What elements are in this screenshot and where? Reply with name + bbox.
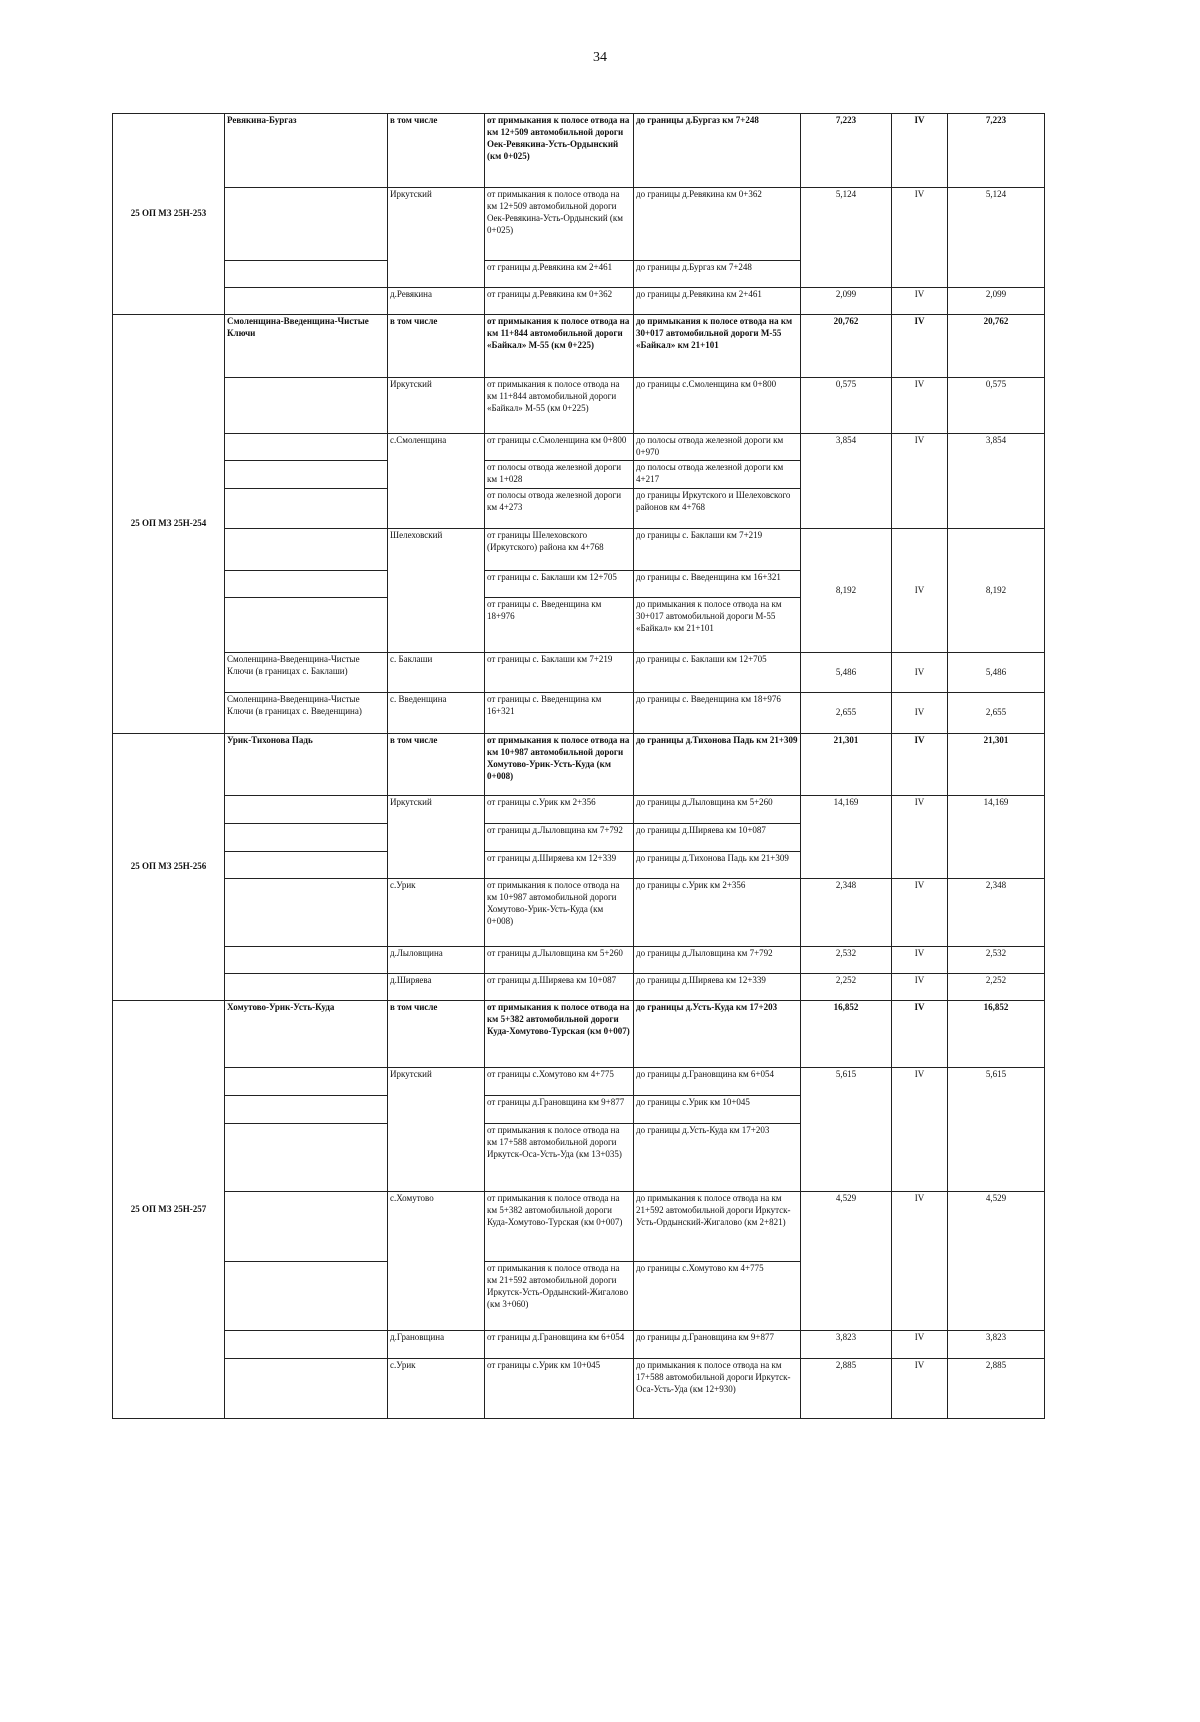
- length-cell: 2,532: [801, 947, 892, 974]
- total-cell: 0,575: [948, 378, 1045, 434]
- district-cell: с.Хомутово: [388, 1192, 485, 1331]
- road-name-cell: [225, 824, 388, 852]
- road-name-cell: [225, 1192, 388, 1262]
- total-cell: 5,615: [948, 1068, 1045, 1192]
- length-cell: 14,169: [801, 796, 892, 879]
- to-cell: до примыкания к полосе отвода на км 30+017 автомобильной дороги М-55 «Байкал» км 21+101: [634, 598, 801, 653]
- road-name-cell: [225, 434, 388, 461]
- to-cell: до границы д.Бургаз км 7+248: [634, 261, 801, 288]
- to-cell: до примыкания к полосе отвода на км 21+592 автомобильной дороги Иркутск-Усть-Ордынский-Жигалово (км 2+821): [634, 1192, 801, 1262]
- road-code-cell: 25 ОП МЗ 25Н-257: [113, 1001, 225, 1419]
- from-cell: от примыкания к полосе отвода на км 10+987 автомобильной дороги Хомутово-Урик-Усть-Куда (км 0+008): [485, 879, 634, 947]
- length-cell: 7,223: [801, 114, 892, 188]
- from-cell: от границы д.Ревякина км 0+362: [485, 288, 634, 315]
- from-cell: от примыкания к полосе отвода на км 12+509 автомобильной дороги Оек-Ревякина-Усть-Ордынский (км 0+025): [485, 114, 634, 188]
- table-row: [113, 1001, 1045, 1068]
- district-cell: в том числе: [388, 114, 485, 188]
- length-cell: 2,885: [801, 1359, 892, 1419]
- total-cell: 2,252: [948, 974, 1045, 1001]
- district-cell: с.Урик: [388, 1359, 485, 1419]
- from-cell: от границы с.Смоленщина км 0+800: [485, 434, 634, 461]
- total-cell: 5,486: [948, 653, 1045, 693]
- road-name-cell: Смоленщина-Введенщина-Чистые Ключи: [225, 315, 388, 378]
- district-cell: с.Урик: [388, 879, 485, 947]
- district-cell: Иркутский: [388, 1068, 485, 1192]
- from-cell: от границы с.Урик км 2+356: [485, 796, 634, 824]
- length-cell: 20,762: [801, 315, 892, 378]
- table-row: [113, 796, 1045, 824]
- district-cell: с.Смоленщина: [388, 434, 485, 529]
- road-name-cell: [225, 598, 388, 653]
- road-name-cell: Смоленщина-Введенщина-Чистые Ключи (в границах с. Введенщина): [225, 693, 388, 734]
- category-cell: IV: [892, 974, 948, 1001]
- from-cell: от примыкания к полосе отвода на км 5+382 автомобильной дороги Куда-Хомутово-Турская (км 0+007): [485, 1192, 634, 1262]
- category-cell: IV: [892, 1068, 948, 1192]
- to-cell: до границы д.Ревякина км 0+362: [634, 188, 801, 261]
- from-cell: от границы с. Введенщина км 18+976: [485, 598, 634, 653]
- to-cell: до границы д.Ширяева км 10+087: [634, 824, 801, 852]
- from-cell: от границы с. Баклаши км 7+219: [485, 653, 634, 693]
- length-cell: 5,615: [801, 1068, 892, 1192]
- table-row: [113, 879, 1045, 947]
- district-cell: д.Лыловщина: [388, 947, 485, 974]
- total-cell: 3,854: [948, 434, 1045, 529]
- category-cell: IV: [892, 1331, 948, 1359]
- length-cell: 16,852: [801, 1001, 892, 1068]
- road-name-cell: [225, 378, 388, 434]
- road-name-cell: [225, 1124, 388, 1192]
- length-cell: 2,655: [801, 693, 892, 734]
- table-row: [113, 288, 1045, 315]
- length-cell: 2,252: [801, 974, 892, 1001]
- category-cell: IV: [892, 1359, 948, 1419]
- to-cell: до границы д.Тихонова Падь км 21+309: [634, 852, 801, 879]
- district-cell: в том числе: [388, 315, 485, 378]
- road-name-cell: [225, 188, 388, 261]
- to-cell: до границы д.Усть-Куда км 17+203: [634, 1124, 801, 1192]
- to-cell: до границы д.Лыловщина км 5+260: [634, 796, 801, 824]
- table-row: [113, 974, 1045, 1001]
- total-cell: 2,348: [948, 879, 1045, 947]
- length-cell: 4,529: [801, 1192, 892, 1331]
- district-cell: Иркутский: [388, 378, 485, 434]
- road-name-cell: [225, 489, 388, 529]
- to-cell: до примыкания к полосе отвода на км 17+588 автомобильной дороги Иркутск-Оса-Усть-Уда (км 12+930): [634, 1359, 801, 1419]
- to-cell: до границы д.Тихонова Падь км 21+309: [634, 734, 801, 796]
- road-name-cell: [225, 1359, 388, 1419]
- from-cell: от полосы отвода железной дороги км 4+273: [485, 489, 634, 529]
- from-cell: от границы д.Ширяева км 10+087: [485, 974, 634, 1001]
- table-row: [113, 693, 1045, 734]
- total-cell: 2,532: [948, 947, 1045, 974]
- table-row: [113, 529, 1045, 571]
- to-cell: до границы д.Усть-Куда км 17+203: [634, 1001, 801, 1068]
- category-cell: IV: [892, 188, 948, 288]
- from-cell: от границы д.Грановщина км 6+054: [485, 1331, 634, 1359]
- road-name-cell: [225, 571, 388, 598]
- length-cell: 21,301: [801, 734, 892, 796]
- length-cell: 3,854: [801, 434, 892, 529]
- category-cell: IV: [892, 315, 948, 378]
- category-cell: IV: [892, 947, 948, 974]
- road-name-cell: [225, 1068, 388, 1096]
- road-code-cell: 25 ОП МЗ 25Н-254: [113, 315, 225, 734]
- to-cell: до границы д.Лыловщина км 7+792: [634, 947, 801, 974]
- total-cell: 21,301: [948, 734, 1045, 796]
- to-cell: до границы д.Бургаз км 7+248: [634, 114, 801, 188]
- district-cell: с. Баклаши: [388, 653, 485, 693]
- total-cell: 5,124: [948, 188, 1045, 288]
- from-cell: от границы д.Лыловщина км 7+792: [485, 824, 634, 852]
- district-cell: в том числе: [388, 734, 485, 796]
- category-cell: IV: [892, 434, 948, 529]
- total-cell: 2,885: [948, 1359, 1045, 1419]
- length-cell: 3,823: [801, 1331, 892, 1359]
- district-cell: д.Ревякина: [388, 288, 485, 315]
- category-cell: IV: [892, 1192, 948, 1331]
- total-cell: 20,762: [948, 315, 1045, 378]
- from-cell: от примыкания к полосе отвода на км 11+844 автомобильной дороги «Байкал» М-55 (км 0+225): [485, 315, 634, 378]
- district-cell: с. Введенщина: [388, 693, 485, 734]
- table-row: [113, 378, 1045, 434]
- road-name-cell: Урик-Тихонова Падь: [225, 734, 388, 796]
- from-cell: от границы Шелеховского (Иркутского) района км 4+768: [485, 529, 634, 571]
- category-cell: IV: [892, 114, 948, 188]
- table-row: [113, 1068, 1045, 1096]
- table-row: [113, 1331, 1045, 1359]
- road-code-cell: 25 ОП МЗ 25Н-256: [113, 734, 225, 1001]
- category-cell: IV: [892, 653, 948, 693]
- from-cell: от примыкания к полосе отвода на км 5+382 автомобильной дороги Куда-Хомутово-Турская (км 0+007): [485, 1001, 634, 1068]
- from-cell: от примыкания к полосе отвода на км 10+987 автомобильной дороги Хомутово-Урик-Усть-Куда (км 0+008): [485, 734, 634, 796]
- to-cell: до границы с. Введенщина км 16+321: [634, 571, 801, 598]
- length-cell: 8,192: [801, 529, 892, 653]
- total-cell: 16,852: [948, 1001, 1045, 1068]
- to-cell: до примыкания к полосе отвода на км 30+017 автомобильной дороги М-55 «Байкал» км 21+101: [634, 315, 801, 378]
- page-number: 34: [593, 50, 607, 65]
- road-name-cell: [225, 1262, 388, 1331]
- length-cell: 2,099: [801, 288, 892, 315]
- road-name-cell: [225, 529, 388, 571]
- road-code-cell: 25 ОП МЗ 25Н-253: [113, 114, 225, 315]
- from-cell: от полосы отвода железной дороги км 1+028: [485, 461, 634, 489]
- total-cell: 3,823: [948, 1331, 1045, 1359]
- road-name-cell: [225, 461, 388, 489]
- total-cell: 4,529: [948, 1192, 1045, 1331]
- road-name-cell: [225, 796, 388, 824]
- table-row: [113, 1359, 1045, 1419]
- road-name-cell: Смоленщина-Введенщина-Чистые Ключи (в границах с. Баклаши): [225, 653, 388, 693]
- length-cell: 5,124: [801, 188, 892, 288]
- from-cell: от примыкания к полосе отвода на км 21+592 автомобильной дороги Иркутск-Усть-Ордынский-Жигалово (км 3+060): [485, 1262, 634, 1331]
- category-cell: IV: [892, 378, 948, 434]
- category-cell: IV: [892, 529, 948, 653]
- category-cell: IV: [892, 734, 948, 796]
- from-cell: от границы с.Урик км 10+045: [485, 1359, 634, 1419]
- from-cell: от границы д.Грановщина км 9+877: [485, 1096, 634, 1124]
- category-cell: IV: [892, 288, 948, 315]
- district-cell: д.Грановщина: [388, 1331, 485, 1359]
- to-cell: до границы с. Баклаши км 7+219: [634, 529, 801, 571]
- to-cell: до границы с.Смоленщина км 0+800: [634, 378, 801, 434]
- to-cell: до границы Иркутского и Шелеховского районов км 4+768: [634, 489, 801, 529]
- to-cell: до границы с.Урик км 2+356: [634, 879, 801, 947]
- road-name-cell: [225, 947, 388, 974]
- table-row: [113, 653, 1045, 693]
- to-cell: до границы с. Баклаши км 12+705: [634, 653, 801, 693]
- road-name-cell: [225, 879, 388, 947]
- from-cell: от границы д.Ширяева км 12+339: [485, 852, 634, 879]
- to-cell: до границы с. Введенщина км 18+976: [634, 693, 801, 734]
- road-name-cell: [225, 852, 388, 879]
- road-name-cell: [225, 288, 388, 315]
- total-cell: 8,192: [948, 529, 1045, 653]
- table-row: [113, 947, 1045, 974]
- category-cell: IV: [892, 879, 948, 947]
- road-name-cell: [225, 974, 388, 1001]
- from-cell: от границы с. Баклаши км 12+705: [485, 571, 634, 598]
- category-cell: IV: [892, 693, 948, 734]
- total-cell: 14,169: [948, 796, 1045, 879]
- total-cell: 2,099: [948, 288, 1045, 315]
- to-cell: до границы д.Грановщина км 9+877: [634, 1331, 801, 1359]
- length-cell: 5,486: [801, 653, 892, 693]
- from-cell: от границы с.Хомутово км 4+775: [485, 1068, 634, 1096]
- length-cell: 2,348: [801, 879, 892, 947]
- road-name-cell: [225, 1096, 388, 1124]
- to-cell: до границы д.Ревякина км 2+461: [634, 288, 801, 315]
- total-cell: 7,223: [948, 114, 1045, 188]
- category-cell: IV: [892, 1001, 948, 1068]
- to-cell: до полосы отвода железной дороги км 0+970: [634, 434, 801, 461]
- table-row: [113, 315, 1045, 378]
- table-row: [113, 434, 1045, 461]
- from-cell: от границы с. Введенщина км 16+321: [485, 693, 634, 734]
- length-cell: 0,575: [801, 378, 892, 434]
- category-cell: IV: [892, 796, 948, 879]
- from-cell: от примыкания к полосе отвода на км 11+844 автомобильной дороги «Байкал» М-55 (км 0+225): [485, 378, 634, 434]
- district-cell: в том числе: [388, 1001, 485, 1068]
- district-cell: Иркутский: [388, 796, 485, 879]
- to-cell: до границы с.Урик км 10+045: [634, 1096, 801, 1124]
- to-cell: до границы д.Ширяева км 12+339: [634, 974, 801, 1001]
- table-row: [113, 1192, 1045, 1262]
- table-row: [113, 188, 1045, 261]
- from-cell: от границы д.Ревякина км 2+461: [485, 261, 634, 288]
- road-name-cell: [225, 1331, 388, 1359]
- from-cell: от границы д.Лыловщина км 5+260: [485, 947, 634, 974]
- from-cell: от примыкания к полосе отвода на км 12+509 автомобильной дороги Оек-Ревякина-Усть-Ордынский (км 0+025): [485, 188, 634, 261]
- roads-table: [112, 113, 1045, 1419]
- from-cell: от примыкания к полосе отвода на км 17+588 автомобильной дороги Иркутск-Оса-Усть-Уда (км 13+035): [485, 1124, 634, 1192]
- district-cell: Иркутский: [388, 188, 485, 288]
- road-name-cell: [225, 261, 388, 288]
- table-row: [113, 114, 1045, 188]
- to-cell: до границы с.Хомутово км 4+775: [634, 1262, 801, 1331]
- road-name-cell: Хомутово-Урик-Усть-Куда: [225, 1001, 388, 1068]
- table-row: [113, 734, 1045, 796]
- total-cell: 2,655: [948, 693, 1045, 734]
- district-cell: Шелеховский: [388, 529, 485, 653]
- to-cell: до границы д.Грановщина км 6+054: [634, 1068, 801, 1096]
- road-name-cell: Ревякина-Бургаз: [225, 114, 388, 188]
- district-cell: д.Ширяева: [388, 974, 485, 1001]
- to-cell: до полосы отвода железной дороги км 4+217: [634, 461, 801, 489]
